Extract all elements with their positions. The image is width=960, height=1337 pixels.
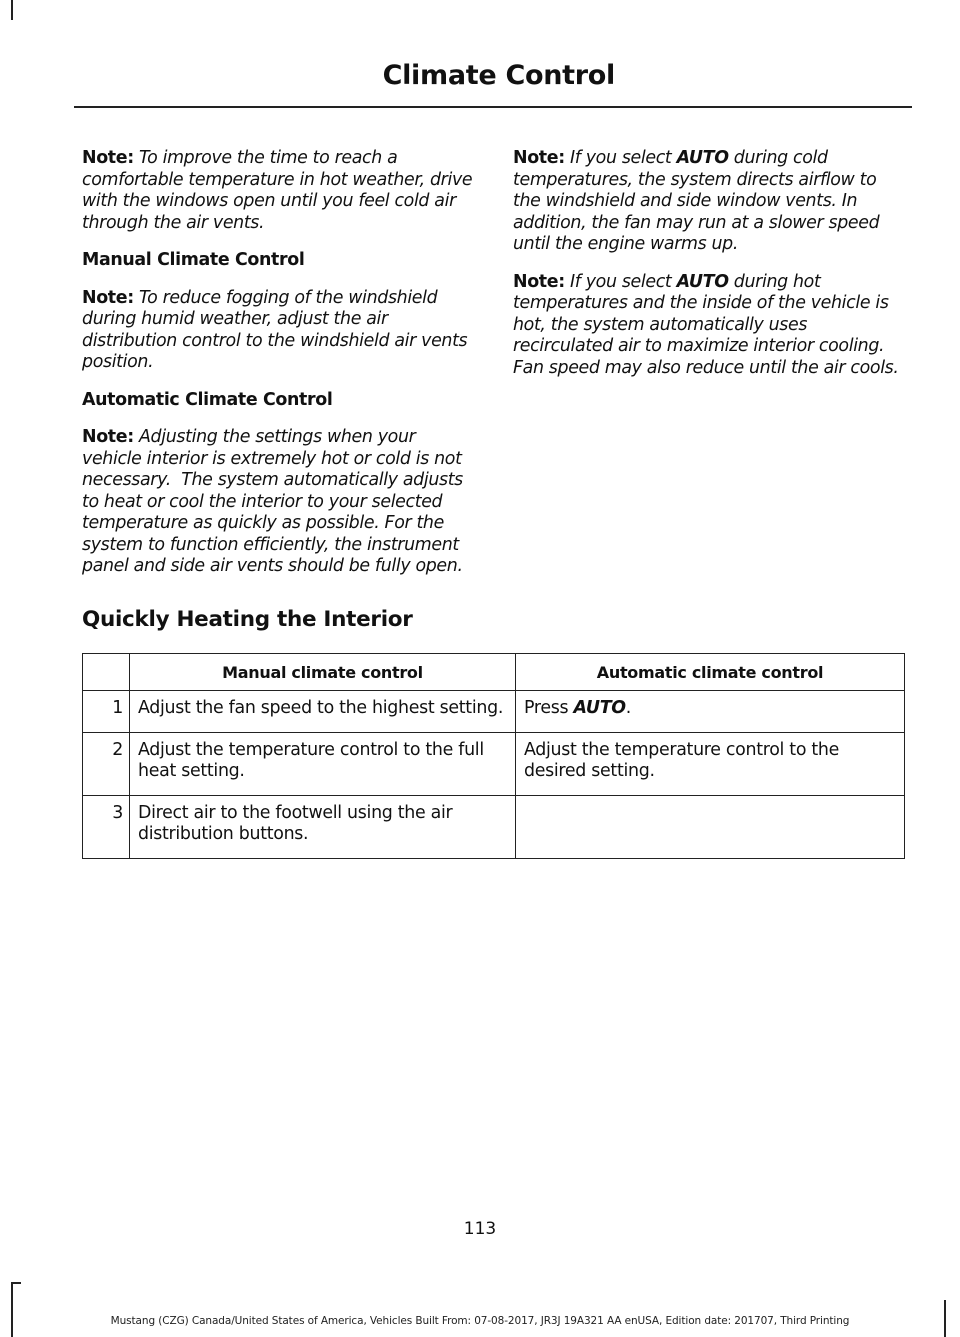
note-label: Note: [82, 287, 134, 308]
table-row [83, 691, 905, 733]
crop-mark-top-left [11, 0, 13, 20]
crop-mark-bottom-left [11, 1282, 13, 1337]
column-header-manual: Manual climate control [130, 654, 516, 691]
note-label: Note: [82, 427, 134, 447]
automatic-step [516, 691, 905, 733]
automatic-step-text: Adjust the temperature control to the desired setting. [524, 739, 840, 781]
manual-step: Adjust the temperature control to the full heat setting. [130, 732, 516, 795]
note-text: To improve the time to reach a comfortable temperature in hot weather, drive with the windows open until you feel cold air through the air vents. [82, 148, 473, 233]
note-text: Adjusting the settings when your vehicle interior is extremely hot or cold is not necessary. The system automatically adjusts to heat or cool the interior to your selected temperature as quickly as possible. For the system to function efficiently, the instrument panel and side air vents should be fully open. [82, 427, 469, 576]
automatic-step [516, 795, 905, 858]
section-heading: Quickly Heating the Interior [82, 607, 413, 632]
note-text-before: If you select [570, 271, 677, 292]
note-text [513, 272, 899, 378]
note-text-after: during hot temperatures and the inside of the vehicle is hot, the system automatically uses recirculated air to maximize interior cooling. Fan speed may also reduce until the air cools. [513, 271, 899, 378]
note-paragraph [82, 288, 477, 374]
step-number: 2 [83, 732, 130, 795]
step-number: 3 [83, 795, 130, 858]
note-paragraph [82, 148, 477, 234]
automatic-climate-heading: Automatic Climate Control [82, 389, 333, 410]
manual-step: Direct air to the footwell using the air distribution buttons. [130, 795, 516, 858]
note-paragraph [513, 148, 908, 256]
table-row [83, 795, 905, 858]
heating-steps-table [82, 653, 905, 859]
note-text-before: If you select [570, 148, 677, 168]
note-paragraph [82, 427, 477, 578]
left-column [82, 148, 477, 594]
footer-edition-info: Mustang (CZG) Canada/United States of America, Vehicles Built From: 07-08-2017, JR3J 19A321 AA enUSA, Edition date: 201707, Third Printing [110, 1315, 850, 1327]
note-paragraph [513, 272, 908, 380]
column-header-automatic: Automatic climate control [516, 654, 905, 691]
manual-step: Adjust the fan speed to the highest setting. [130, 691, 516, 733]
column-header-number [83, 654, 130, 691]
step-number: 1 [83, 691, 130, 733]
crop-mark-bottom-left-corner [11, 1282, 21, 1284]
note-label: Note: [513, 271, 565, 292]
note-label: Note: [82, 148, 134, 168]
auto-emphasis: AUTO [573, 698, 626, 718]
header-rule [74, 106, 912, 108]
note-text [513, 148, 879, 254]
note-label: Note: [513, 148, 565, 168]
table-row [83, 732, 905, 795]
page-number: 113 [463, 1219, 497, 1239]
note-text-after: during cold temperatures, the system directs airflow to the windshield and side window vents. In addition, the fan may run at a slower speed until the engine warms up. [513, 148, 880, 254]
automatic-step-suffix: . [625, 698, 631, 718]
auto-emphasis: AUTO [676, 148, 729, 168]
auto-emphasis: AUTO [676, 271, 729, 292]
automatic-step-text: Press [524, 698, 574, 718]
manual-climate-heading: Manual Climate Control [82, 250, 305, 270]
note-text: To reduce fogging of the windshield during humid weather, adjust the air distribution control to the windshield air vents position. [82, 287, 468, 372]
right-column [513, 148, 908, 395]
automatic-step [516, 732, 905, 795]
page-title: Climate Control [382, 60, 615, 91]
table-header-row [83, 654, 905, 691]
